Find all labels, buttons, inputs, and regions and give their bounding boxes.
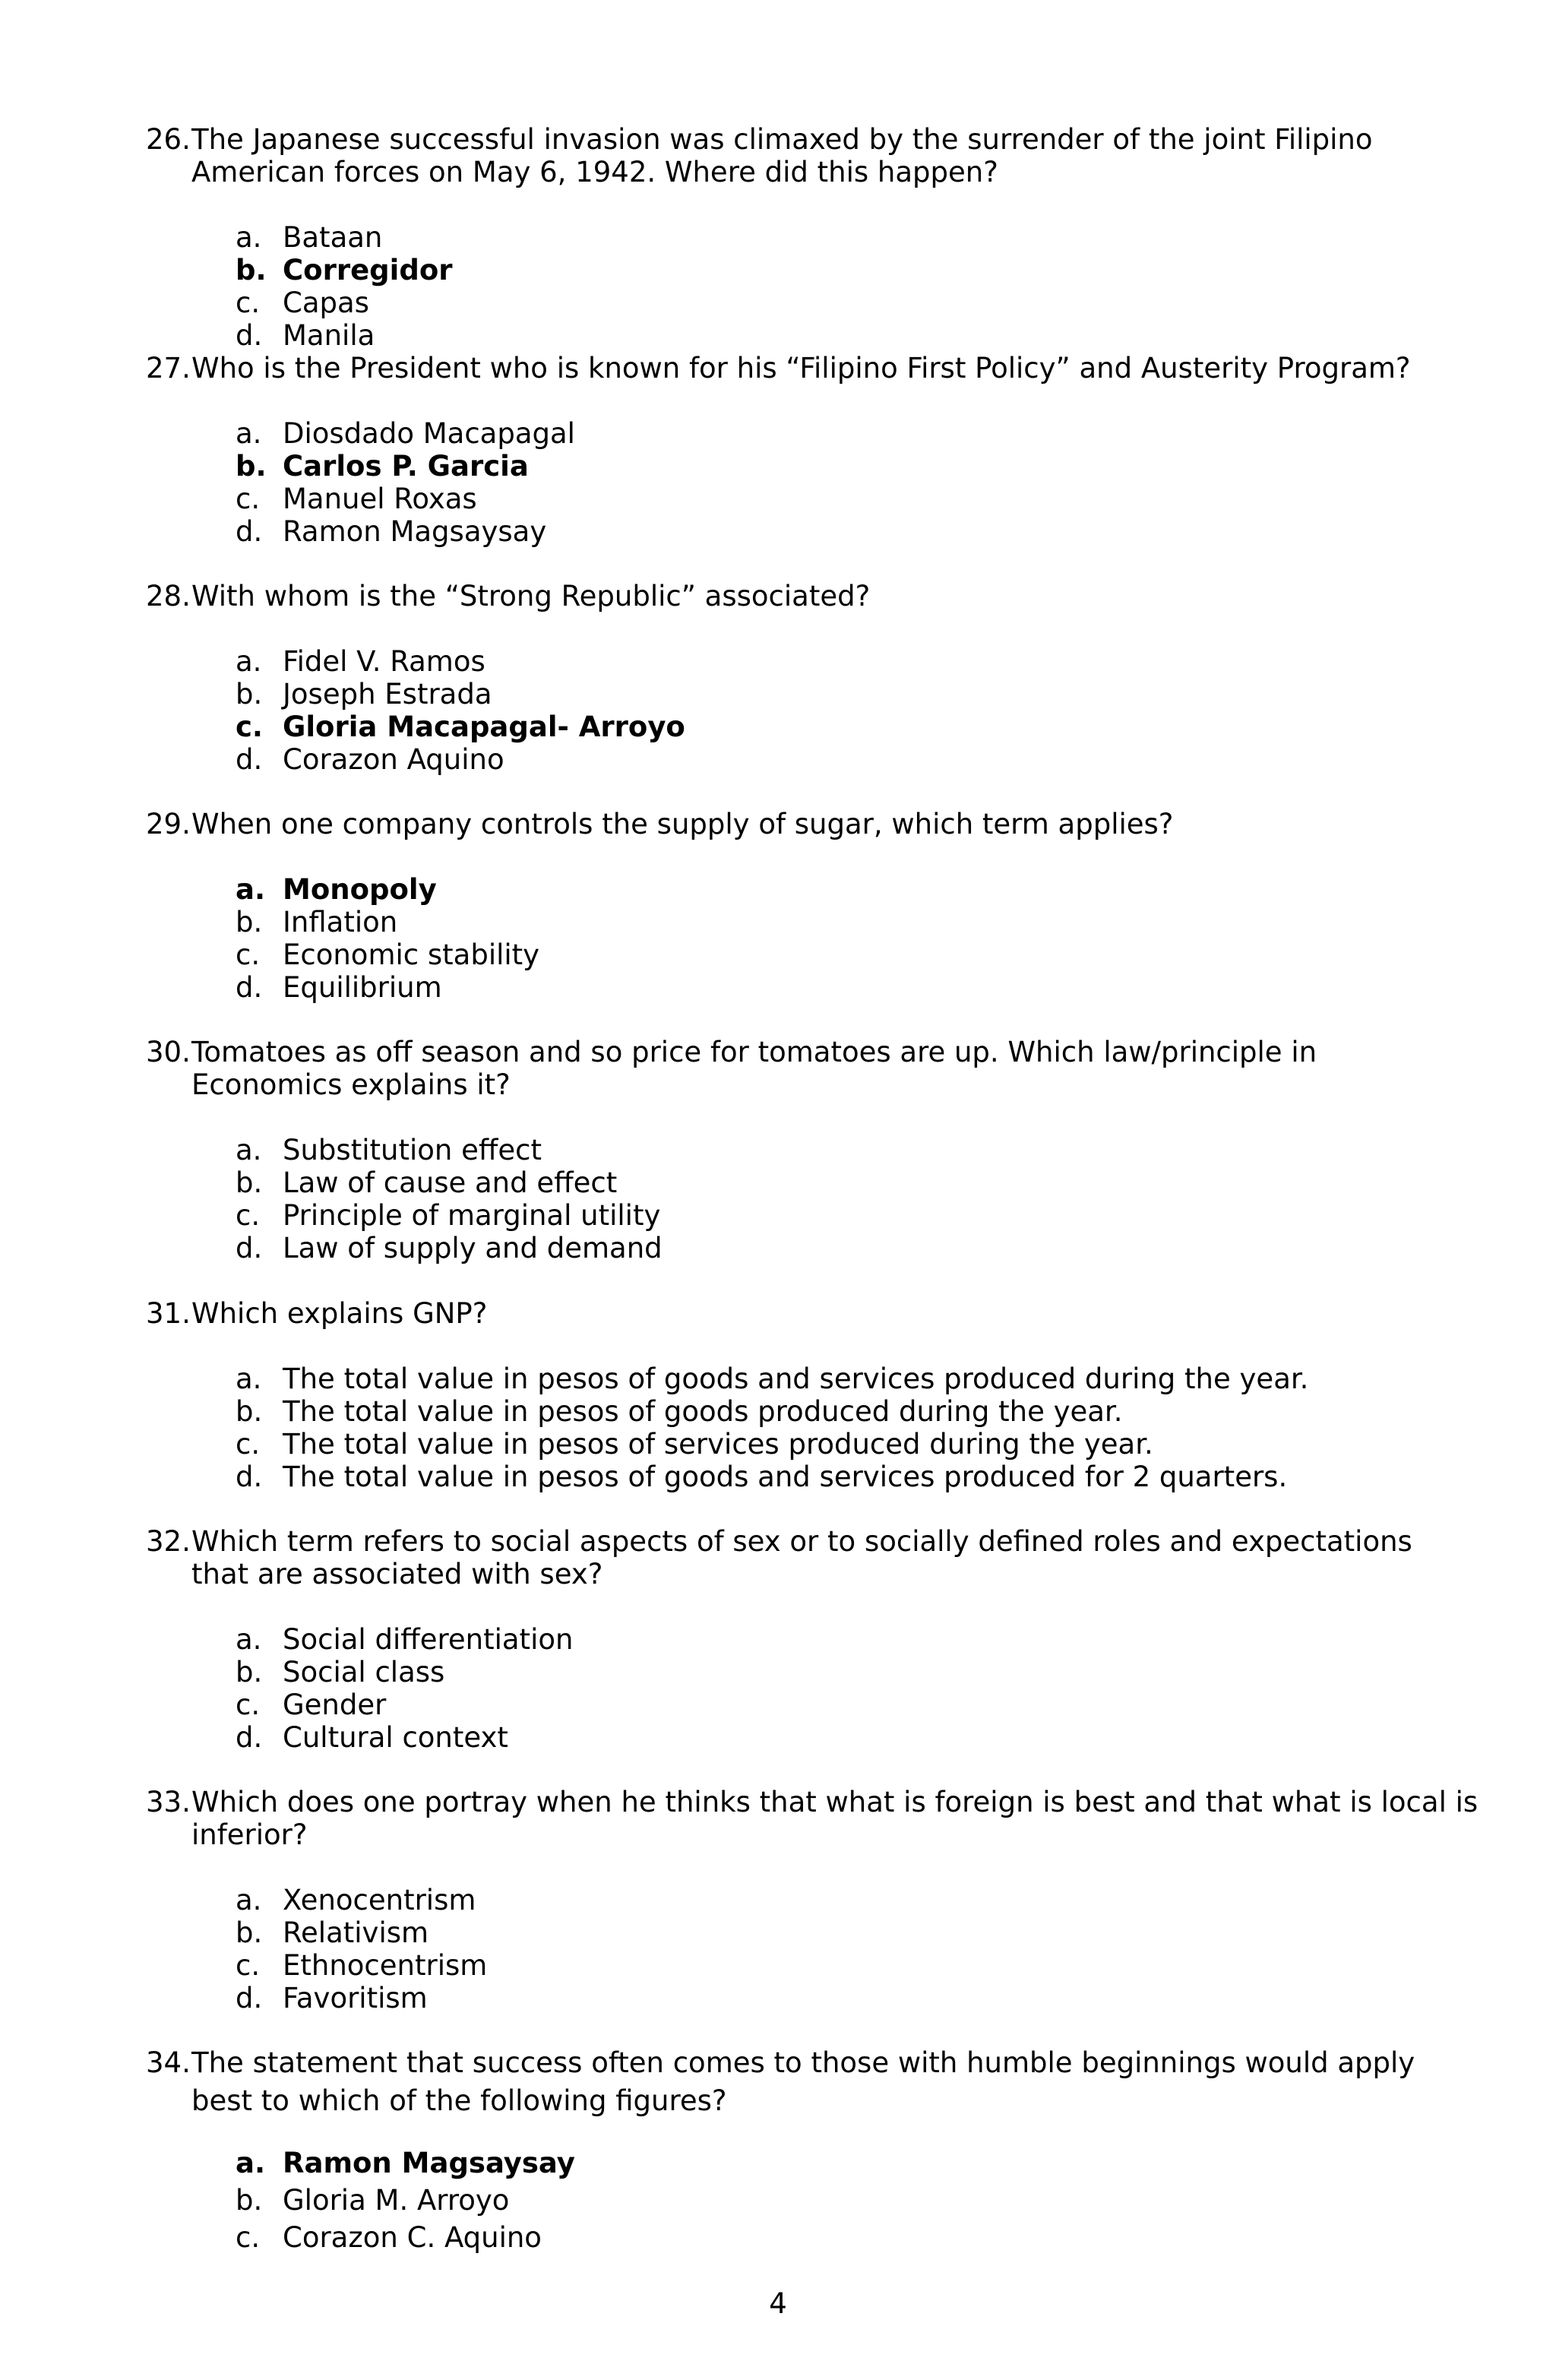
question-text: Which term refers to social aspects of sex or to socially defined roles and expectations that are associated with sex? (191, 1525, 1412, 1590)
option-30b (236, 1166, 617, 1199)
option-letter: c. (236, 286, 261, 319)
option-text: Xenocentrism (283, 1884, 476, 1916)
question-32 (146, 1525, 1468, 1590)
question-number: 31. (146, 1297, 191, 1330)
option-letter: b. (236, 1916, 263, 1949)
option-29c (236, 938, 539, 971)
option-letter: a. (236, 873, 266, 906)
option-28b (236, 678, 492, 711)
option-text: Corazon C. Aquino (283, 2221, 542, 2254)
question-number: 32. (146, 1525, 191, 1558)
option-letter: c. (236, 1199, 261, 1232)
option-text: Bataan (283, 221, 383, 254)
option-31c (236, 1428, 1153, 1461)
option-text: Economic stability (283, 938, 540, 971)
option-30d (236, 1232, 663, 1264)
question-number: 29. (146, 808, 191, 840)
question-text: When one company controls the supply of sugar, which term applies? (191, 808, 1174, 840)
question-text: Who is the President who is known for his “Filipino First Policy” and Austerity Program? (191, 352, 1411, 385)
question-30 (146, 1036, 1468, 1101)
option-letter: a. (236, 1134, 262, 1166)
question-text: Tomatoes as off season and so price for tomatoes are up. Which law/principle in Economics explains it? (191, 1036, 1317, 1101)
option-letter: c. (236, 938, 261, 971)
option-text: Gender (283, 1688, 387, 1721)
option-letter: a. (236, 1884, 262, 1916)
option-text: Cultural context (283, 1721, 508, 1754)
option-text: The total value in pesos of goods and services produced for 2 quarters. (283, 1461, 1288, 1493)
option-26a (236, 221, 382, 254)
option-text: Manila (283, 319, 375, 352)
option-text: Corregidor (283, 254, 453, 286)
option-33c (236, 1949, 487, 1982)
option-letter: c. (236, 1428, 261, 1461)
option-text: The total value in pesos of goods and services produced during the year. (283, 1362, 1309, 1395)
question-number: 30. (146, 1036, 191, 1068)
option-text: Principle of marginal utility (283, 1199, 661, 1232)
option-31d (236, 1461, 1287, 1493)
option-letter: c. (236, 1949, 261, 1982)
question-28 (146, 580, 1468, 612)
option-text: Gloria Macapagal- Arroyo (283, 711, 685, 743)
option-text: Favoritism (283, 1982, 428, 2014)
option-letter: b. (236, 906, 263, 938)
option-text: Social class (283, 1656, 445, 1688)
page-number: 4 (769, 2287, 787, 2320)
question-text: Which explains GNP? (191, 1297, 488, 1330)
option-text: Monopoly (283, 873, 437, 906)
option-letter: d. (236, 743, 263, 776)
option-26c (236, 286, 369, 319)
option-letter: d. (236, 1232, 263, 1264)
option-letter: d. (236, 319, 263, 352)
question-number: 26. (146, 123, 191, 156)
option-text: Gloria M. Arroyo (283, 2184, 510, 2217)
question-text: The statement that success often comes to those with humble beginnings would apply best to which of the following figures? (191, 2046, 1415, 2117)
option-text: Law of supply and demand (283, 1232, 663, 1264)
question-number: 33. (146, 1786, 191, 1818)
option-33a (236, 1884, 476, 1916)
option-text: Substitution effect (283, 1134, 542, 1166)
question-number: 34. (146, 2046, 191, 2079)
option-text: Corazon Aquino (283, 743, 504, 776)
option-29a-correct (236, 873, 437, 906)
option-34a-correct (236, 2147, 575, 2179)
option-28d (236, 743, 504, 776)
option-27c (236, 483, 477, 515)
option-30c (236, 1199, 660, 1232)
option-letter: a. (236, 2147, 266, 2179)
option-text: Inflation (283, 906, 398, 938)
option-29d (236, 971, 442, 1004)
option-text: Capas (283, 286, 369, 319)
option-letter: c. (236, 2221, 261, 2254)
option-letter: b. (236, 678, 263, 711)
option-28a (236, 645, 485, 678)
option-letter: a. (236, 1623, 262, 1656)
option-text: Law of cause and effect (283, 1166, 618, 1199)
option-text: Social differentiation (283, 1623, 574, 1656)
option-26d (236, 319, 375, 352)
option-text: Equilibrium (283, 971, 442, 1004)
option-letter: d. (236, 971, 263, 1004)
option-text: The total value in pesos of services produced during the year. (283, 1428, 1153, 1461)
option-26b-correct (236, 254, 452, 286)
option-letter: a. (236, 221, 262, 254)
question-number: 27. (146, 352, 191, 385)
option-31b (236, 1395, 1123, 1428)
option-letter: b. (236, 1166, 263, 1199)
option-32a (236, 1623, 573, 1656)
option-letter: d. (236, 1721, 263, 1754)
option-letter: a. (236, 1362, 262, 1395)
option-34b (236, 2184, 509, 2217)
question-text: Which does one portray when he thinks that what is foreign is best and that what is local is inferior? (191, 1786, 1479, 1851)
question-29 (146, 808, 1468, 840)
option-letter: a. (236, 645, 262, 678)
option-letter: d. (236, 515, 263, 548)
option-27b-correct (236, 450, 529, 483)
option-letter: d. (236, 1982, 263, 2014)
question-33 (146, 1786, 1483, 1851)
option-33d (236, 1982, 428, 2014)
question-27 (146, 352, 1498, 385)
option-text: Ramon Magsaysay (283, 2147, 575, 2179)
option-34c (236, 2221, 542, 2254)
option-text: Joseph Estrada (283, 678, 492, 711)
option-letter: c. (236, 711, 263, 743)
option-letter: b. (236, 450, 267, 483)
option-27a (236, 417, 575, 450)
option-text: Diosdado Macapagal (283, 417, 575, 450)
option-32d (236, 1721, 508, 1754)
option-text: Ramon Magsaysay (283, 515, 547, 548)
option-32b (236, 1656, 444, 1688)
question-34 (146, 2044, 1468, 2120)
option-33b (236, 1916, 429, 1949)
option-text: Ethnocentrism (283, 1949, 488, 1982)
option-letter: b. (236, 254, 267, 286)
option-31a (236, 1362, 1308, 1395)
option-text: Manuel Roxas (283, 483, 477, 515)
option-text: Relativism (283, 1916, 429, 1949)
option-letter: a. (236, 417, 262, 450)
option-text: The total value in pesos of goods produced during the year. (283, 1395, 1123, 1428)
question-26 (146, 123, 1468, 188)
option-28c-correct (236, 711, 685, 743)
option-letter: b. (236, 2184, 263, 2217)
option-text: Carlos P. Garcia (283, 450, 529, 483)
option-letter: b. (236, 1656, 263, 1688)
option-letter: b. (236, 1395, 263, 1428)
option-27d (236, 515, 546, 548)
question-number: 28. (146, 580, 191, 612)
option-text: Fidel V. Ramos (283, 645, 485, 678)
option-30a (236, 1134, 542, 1166)
question-31 (146, 1297, 1468, 1330)
question-text: With whom is the “Strong Republic” associated? (191, 580, 871, 612)
option-29b (236, 906, 397, 938)
option-32c (236, 1688, 386, 1721)
question-text: The Japanese successful invasion was climaxed by the surrender of the joint Filipino American forces on May 6, 1942. Where did this happen? (191, 123, 1373, 188)
option-letter: d. (236, 1461, 263, 1493)
option-letter: c. (236, 483, 261, 515)
option-letter: c. (236, 1688, 261, 1721)
